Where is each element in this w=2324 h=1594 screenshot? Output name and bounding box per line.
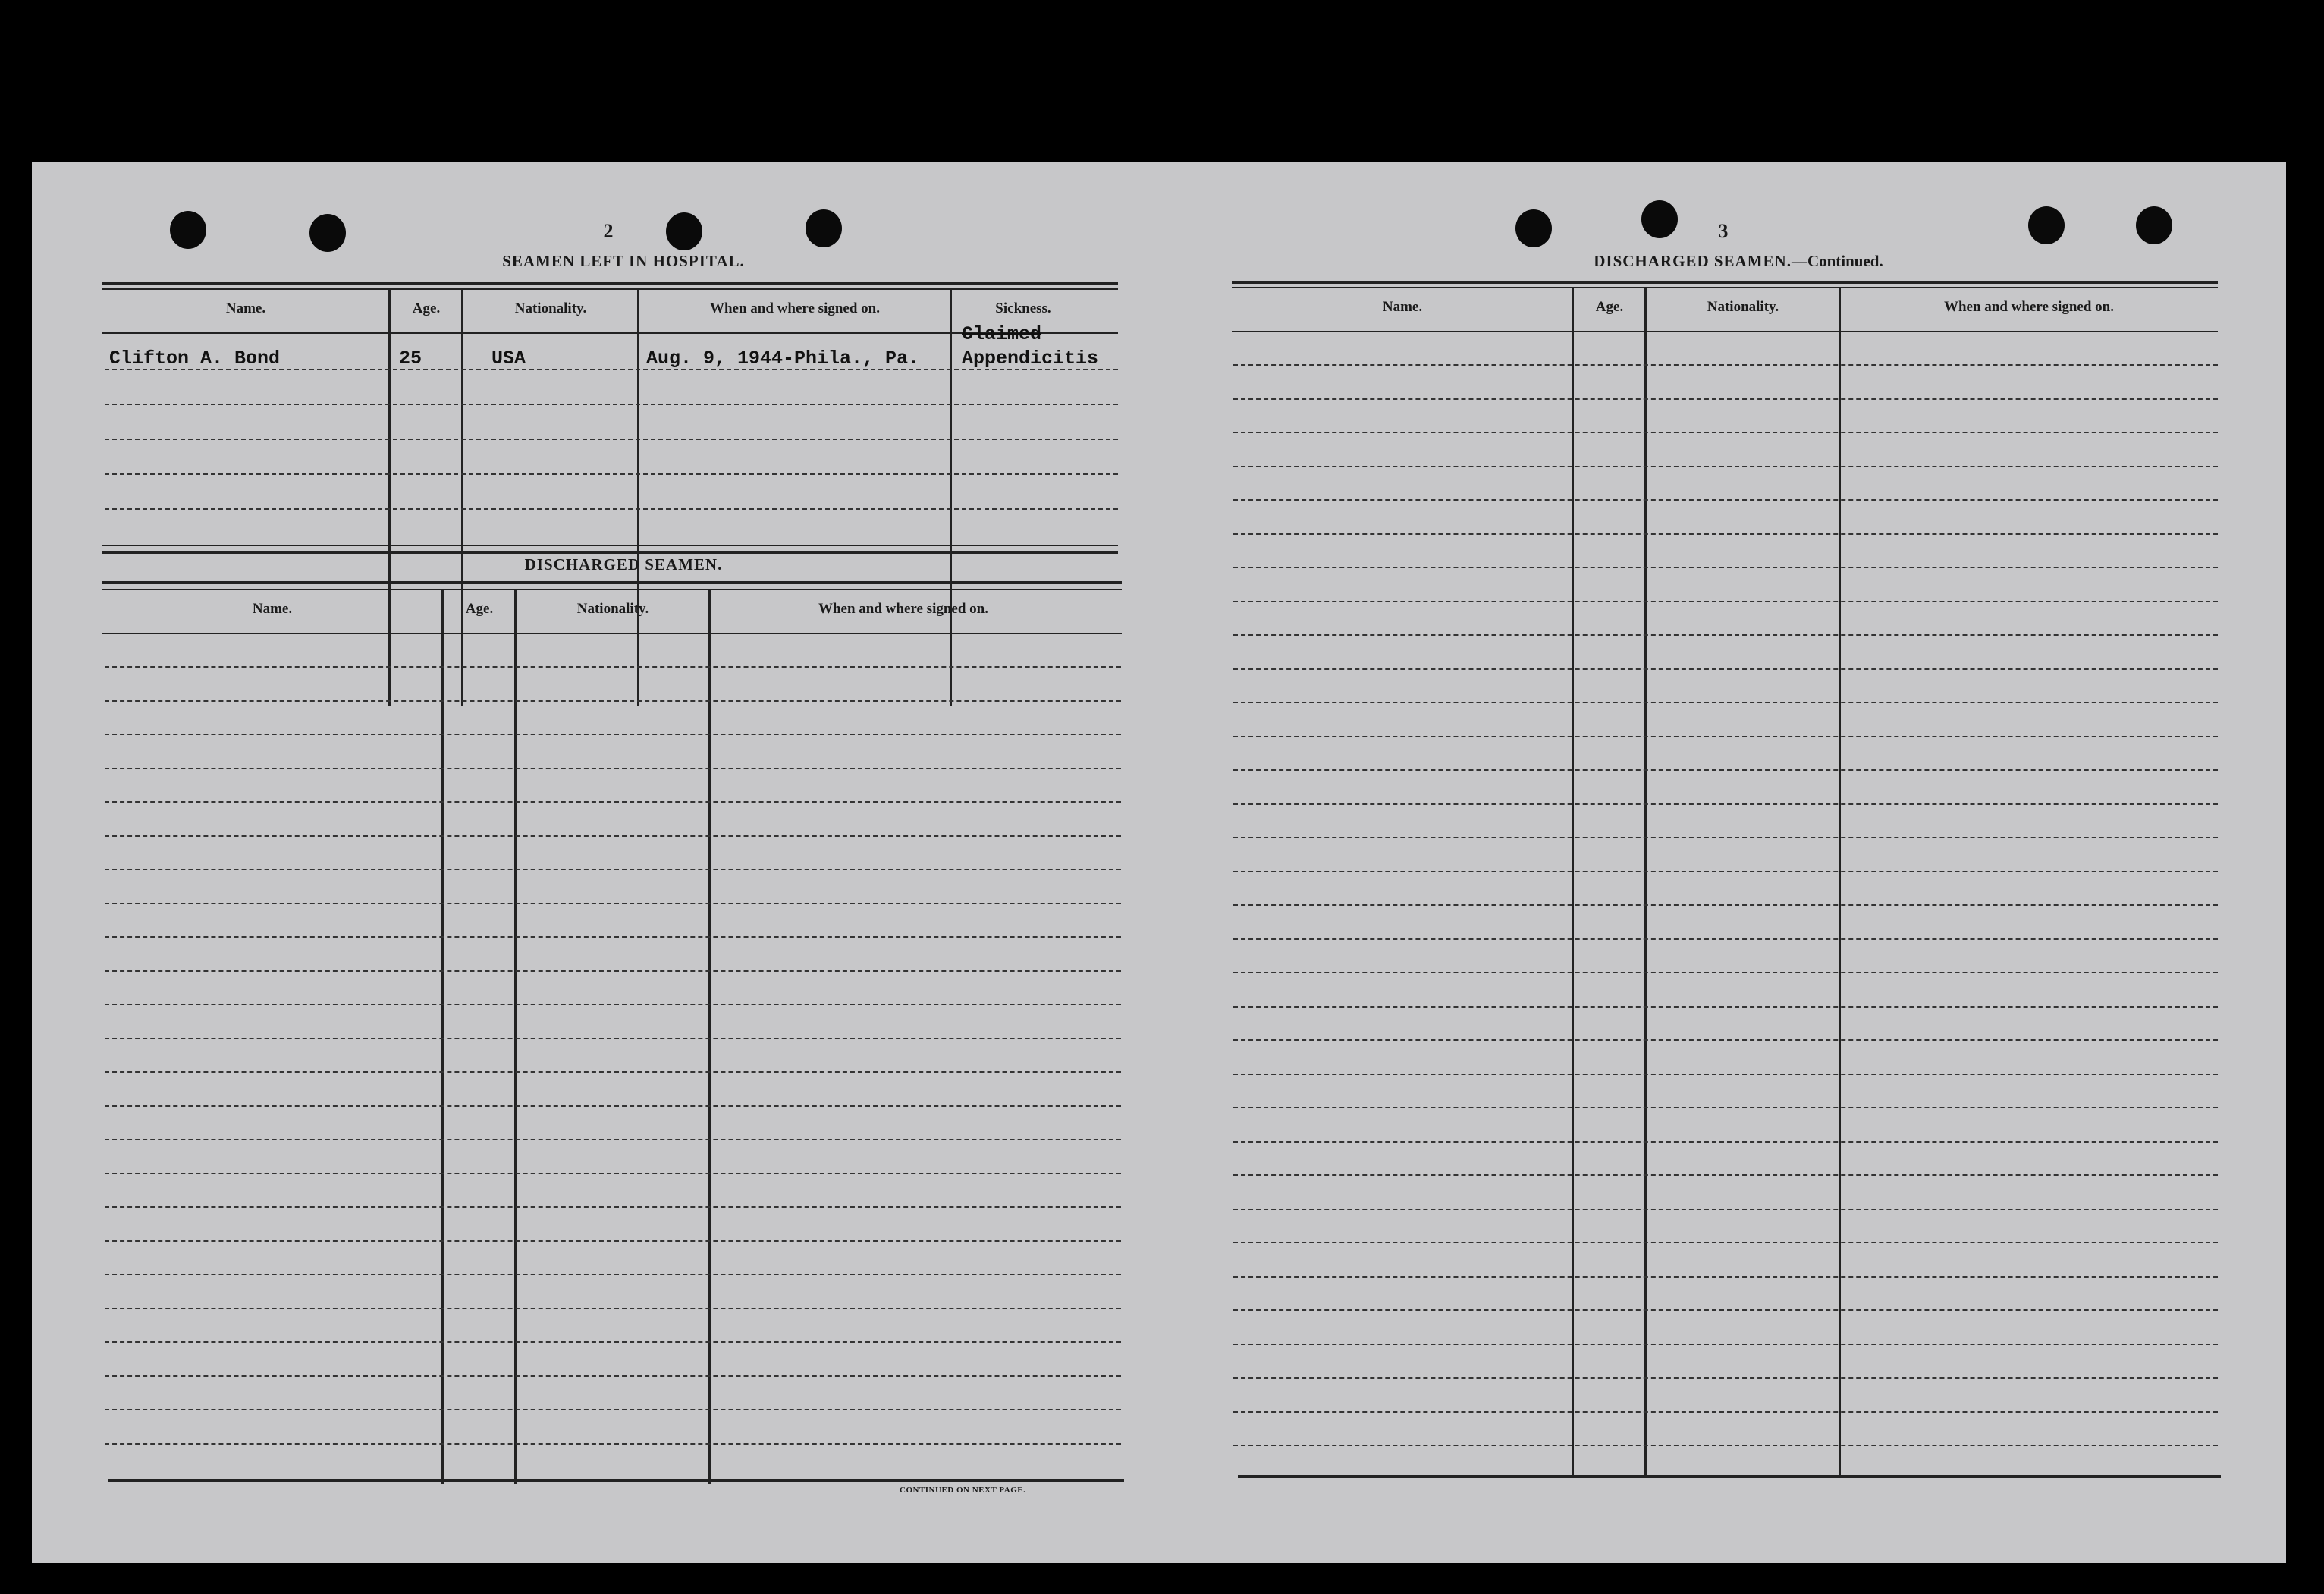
punch-hole xyxy=(1515,209,1552,247)
ruled-line xyxy=(105,869,1121,870)
ruled-line xyxy=(105,1139,1121,1140)
ruled-line xyxy=(105,404,1118,405)
ruled-line xyxy=(1233,1276,2218,1278)
ruled-line xyxy=(105,1004,1121,1005)
ruled-line xyxy=(105,666,1121,668)
ruled-line xyxy=(1233,1309,2218,1311)
discharged-section-title: DISCHARGED SEAMEN. xyxy=(524,555,723,574)
table-rule xyxy=(1232,287,2218,288)
hospital-row-sickness: Appendicitis xyxy=(962,347,1099,369)
punch-hole xyxy=(1641,200,1678,238)
ruled-line xyxy=(1233,432,2218,433)
ruled-line xyxy=(105,1105,1121,1107)
table-rule xyxy=(102,551,1118,554)
page-number: 3 xyxy=(1718,220,1729,242)
ruled-line xyxy=(105,1375,1121,1377)
column-header-age: Age. xyxy=(1595,299,1624,315)
table-rule xyxy=(102,589,1122,590)
column-divider xyxy=(388,288,391,706)
table-rule xyxy=(102,288,1118,290)
ruled-line xyxy=(1233,634,2218,636)
ruled-line xyxy=(1233,972,2218,973)
hospital-row-age: 25 xyxy=(399,347,422,369)
ruled-line xyxy=(1233,1445,2218,1446)
continued-footer: CONTINUED ON NEXT PAGE. xyxy=(900,1486,1026,1495)
ruled-line xyxy=(105,700,1121,702)
column-divider xyxy=(637,288,639,706)
punch-hole xyxy=(666,212,702,250)
column-divider xyxy=(708,589,711,1484)
column-divider xyxy=(461,288,463,706)
ruled-line xyxy=(1233,1006,2218,1008)
ruled-line xyxy=(1233,499,2218,501)
table-rule xyxy=(1232,281,2218,284)
ruled-line xyxy=(1233,904,2218,906)
ruled-line xyxy=(105,1443,1121,1445)
ruled-line xyxy=(1233,736,2218,737)
table-rule xyxy=(108,1479,1124,1482)
ruled-line xyxy=(1233,702,2218,703)
column-header-name: Name. xyxy=(1382,299,1423,315)
ruled-line xyxy=(1233,803,2218,805)
page-number: 2 xyxy=(603,220,614,242)
column-header-name: Name. xyxy=(252,601,293,617)
ruled-line xyxy=(105,1274,1121,1275)
column-divider xyxy=(514,589,517,1484)
punch-hole xyxy=(170,211,206,249)
ruled-line xyxy=(105,1240,1121,1242)
hospital-row-sickness-struck: Claimed xyxy=(962,323,1042,345)
column-header-nationality: Nationality. xyxy=(514,300,587,316)
section-title-suffix: —Continued. xyxy=(1791,252,1883,270)
ruled-line xyxy=(1233,398,2218,400)
ruled-line xyxy=(1233,1209,2218,1210)
ruled-line xyxy=(1233,1174,2218,1176)
column-header-signed-on: When and where signed on. xyxy=(1943,299,2114,315)
ruled-line xyxy=(105,801,1121,803)
table-rule xyxy=(102,581,1122,584)
discharged-continued-title xyxy=(1473,252,2004,271)
header-rule xyxy=(102,633,1122,634)
ruled-line xyxy=(105,439,1118,440)
ruled-line xyxy=(1233,871,2218,872)
section-title: DISCHARGED SEAMEN. xyxy=(1594,252,1792,270)
ruled-line xyxy=(1233,1039,2218,1041)
hospital-row-signed-on: Aug. 9, 1944-Phila., Pa. xyxy=(646,347,920,369)
ruled-line xyxy=(105,768,1121,769)
column-divider xyxy=(441,589,444,1484)
ruled-line xyxy=(1233,1074,2218,1075)
ruled-line xyxy=(105,508,1118,510)
punch-hole xyxy=(309,214,346,252)
ruled-line xyxy=(1233,1242,2218,1243)
ruled-line xyxy=(105,1409,1121,1410)
ruled-line xyxy=(1233,1411,2218,1413)
ledger-spread xyxy=(32,162,2286,1563)
ruled-line xyxy=(105,1071,1121,1073)
header-rule xyxy=(1232,331,2218,332)
ruled-line xyxy=(1233,601,2218,602)
ruled-line xyxy=(105,473,1118,475)
ruled-line xyxy=(105,936,1121,938)
column-header-signed-on: When and where signed on. xyxy=(709,300,880,316)
column-header-age: Age. xyxy=(412,300,441,316)
ruled-line xyxy=(1233,938,2218,940)
ruled-line xyxy=(1233,533,2218,535)
ruled-line xyxy=(105,1173,1121,1174)
column-divider xyxy=(950,288,952,706)
ruled-line xyxy=(105,369,1118,370)
table-rule xyxy=(1238,1475,2221,1478)
punch-hole xyxy=(2028,206,2065,244)
column-header-sickness: Sickness. xyxy=(995,300,1051,316)
ruled-line xyxy=(105,1308,1121,1309)
ruled-line xyxy=(1233,1107,2218,1108)
ruled-line xyxy=(1233,668,2218,670)
ruled-line xyxy=(1233,1141,2218,1143)
ruled-line xyxy=(1233,769,2218,771)
column-header-name: Name. xyxy=(225,300,266,316)
ruled-line xyxy=(1233,466,2218,467)
ruled-line xyxy=(105,970,1121,972)
table-rule xyxy=(102,545,1118,546)
ruled-line xyxy=(1233,1377,2218,1379)
punch-hole xyxy=(2136,206,2172,244)
ruled-line xyxy=(105,835,1121,837)
ruled-line xyxy=(105,903,1121,904)
ruled-line xyxy=(105,1038,1121,1039)
ruled-line xyxy=(105,734,1121,735)
punch-hole xyxy=(806,209,842,247)
ruled-line xyxy=(1233,364,2218,366)
ruled-line xyxy=(1233,567,2218,568)
column-header-nationality: Nationality. xyxy=(1707,299,1779,315)
ruled-line xyxy=(105,1206,1121,1208)
column-header-signed-on: When and where signed on. xyxy=(818,601,988,617)
ruled-line xyxy=(1233,1344,2218,1345)
ruled-line xyxy=(1233,837,2218,838)
hospital-row-nationality: USA xyxy=(491,347,526,369)
column-header-nationality: Nationality. xyxy=(576,601,649,617)
hospital-section-title: SEAMEN LEFT IN HOSPITAL. xyxy=(502,252,745,270)
column-header-age: Age. xyxy=(465,601,494,617)
hospital-row-name: Clifton A. Bond xyxy=(109,347,281,369)
table-rule xyxy=(102,282,1118,285)
ruled-line xyxy=(105,1341,1121,1343)
